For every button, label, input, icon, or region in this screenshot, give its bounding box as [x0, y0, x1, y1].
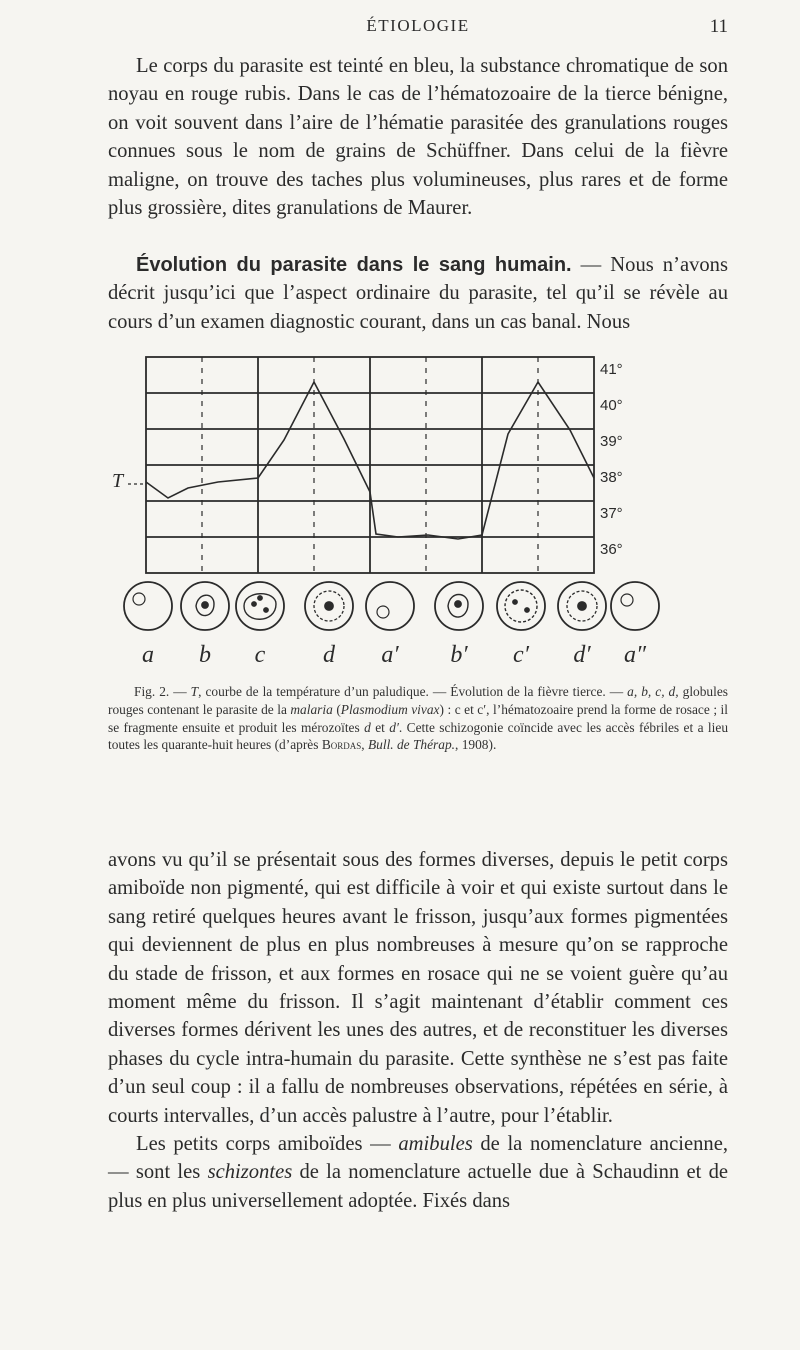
temp-label: 36° [600, 541, 623, 558]
chart-grid [146, 357, 594, 573]
schizontes-paragraph: Les petits corps amiboïdes — amibules de la nomenclature ancienne, — sont les schizontes de la nomenclature actuelle due à Schaudinn et de plus en plus universellement adoptée. Fixés dans [108, 1133, 729, 1212]
intro-paragraph-block [108, 52, 728, 222]
figure-2 [108, 342, 728, 675]
cell-a [124, 582, 172, 630]
cell-b [181, 582, 229, 630]
cell-d-double-prime [558, 582, 606, 630]
figure-caption [108, 683, 728, 754]
section-paragraph [108, 251, 728, 336]
cell-b-prime [435, 582, 483, 630]
cell-a-double-prime [611, 582, 659, 630]
cell-label: d′ [573, 642, 591, 668]
cell-label: b [199, 642, 211, 668]
page-header [108, 16, 728, 48]
cell-label: a [142, 642, 154, 668]
cell-d [305, 582, 353, 630]
cell-a-prime [366, 582, 414, 630]
curve-label: T [112, 470, 124, 492]
continued-paragraph: avons vu qu’il se présentait sous des formes diverses, depuis le petit corps amiboïde non pigmenté, qui est difficile à voir et qui existe surtout dans le sang retiré quelques heures avant le frisson, jusqu’aux formes pigmentées qui deviennent de plus en plus nombreuses à mesure qu’on se rapproche du stade de frisson, et aux formes en rosace qui ne se voient guère qu’au moment même du frisson. Il s’agit maintenant d’établir comment ces diverses formes dérivent les unes des autres, et de reconstituer les diverses phases du cycle intra-humain du parasite. Cette synthèse ne s’est pas faite d’un seul coup : il a fallu de nombreuses observations, répétées en série, à courts intervalles, d’un accès palustre à l’autre, pour l’établir. [108, 849, 728, 1127]
cell-c-prime [497, 582, 545, 630]
page-number: 11 [709, 16, 728, 37]
temp-label: 37° [600, 505, 623, 522]
temp-label: 40° [600, 397, 623, 414]
intro-paragraph: Le corps du parasite est teinté en bleu, la substance chromatique de son noyau en rouge rubis. Dans le cas de l’hématozoaire de la tierce bénigne, on voit souvent dans l’aire de l’hématie parasitée des granulations rouges connues sous le nom de grains de Schüffner. Dans celui de la fièvre maligne, on trouve des taches plus volumineuses, plus rares et de forme plus grossière, dites granulations de Maurer. [108, 55, 728, 220]
cell-label: c [254, 642, 266, 668]
cell-label: a′ [381, 642, 399, 668]
blood-cells [124, 582, 659, 630]
caption-text: Fig. 2. — T, courbe de la température d’un paludique. — Évolution de la fièvre tierce. — a, b, c, d, globules rouges contenant le parasite de la malaria (Plasmodium vivax) : c et c′, l’hématozoaire prend la forme de rosace ; il se fragmente ensuite et produit les mérozoïtes d et d′. Cette schizogonie coïncide avec les accès fébriles et a lieu toutes les quarante-huit heures (d’après Bordas, Bull. de Thérap., 1908). [108, 684, 729, 753]
temperature-labels [600, 361, 623, 558]
continued-text-block [108, 846, 728, 1215]
cell-labels [142, 642, 647, 668]
temp-label: 41° [600, 361, 623, 378]
cell-label: c′ [513, 642, 529, 668]
section-text: — Nous n’avons décrit jusqu’ici que l’aspect ordinaire du parasite, tel qu’il se révèle au cours d’un examen diagnostic courant, dans un cas banal. Nous [108, 254, 728, 333]
temperature-chart [108, 342, 728, 675]
temp-label: 39° [600, 433, 623, 450]
cell-label: a″ [624, 642, 646, 668]
cell-label: d [323, 642, 335, 668]
temp-label: 38° [600, 469, 623, 486]
section-title: Évolution du parasite dans le sang humain. [136, 254, 572, 276]
section-block [108, 251, 728, 336]
cell-label: b′ [450, 642, 468, 668]
cell-c [236, 582, 284, 630]
running-title: ÉTIOLOGIE [366, 16, 470, 35]
